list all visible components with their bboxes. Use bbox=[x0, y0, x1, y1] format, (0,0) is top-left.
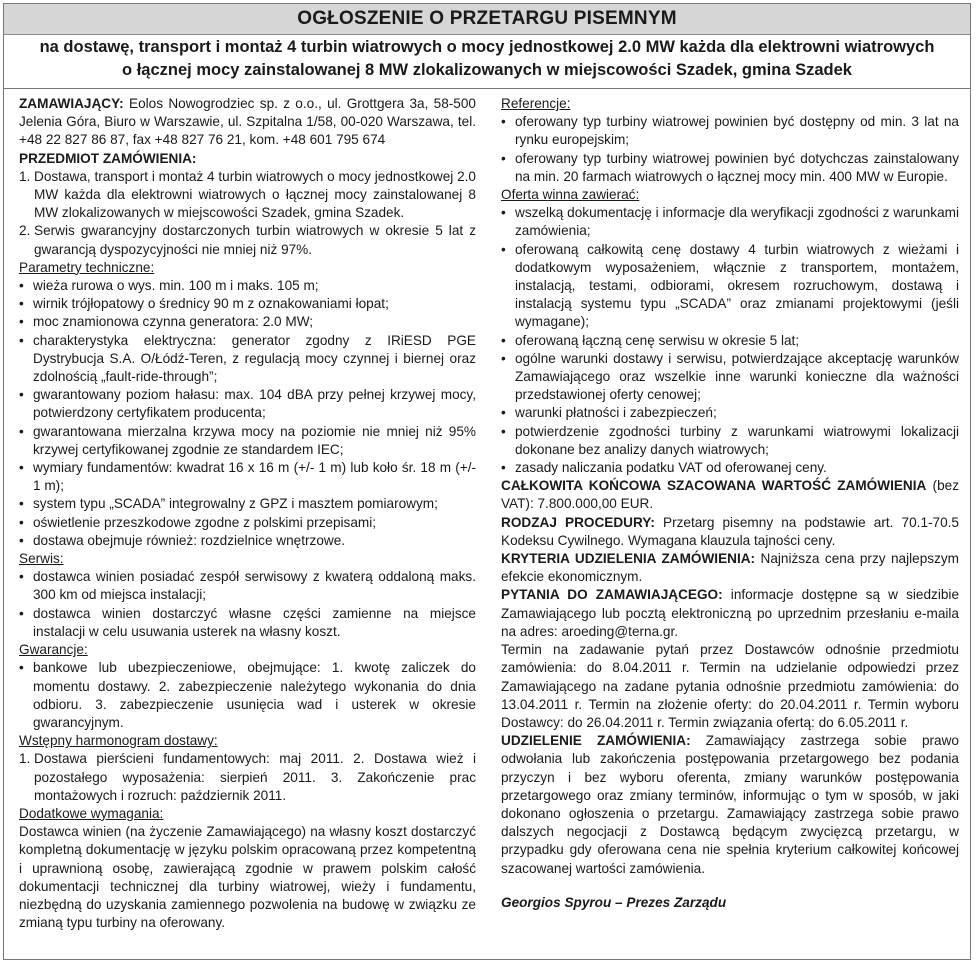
list-item: • bankowe lub ubezpieczeniowe, obejmujące: 1. kwotę zaliczek do momentu dostawy. 2. zabezpieczenie należytego wykonania do dnia odbioru. 3. zabezpieczenie usunięcia wad i usterek w okresie gwarancyjnym. bbox=[19, 659, 476, 732]
parametry-list bbox=[19, 277, 476, 550]
rodzaj-label: RODZAJ PROCEDURY: bbox=[501, 514, 655, 530]
list-item bbox=[19, 750, 476, 805]
list-item: • gwarantowany poziom hałasu: max. 104 dBA przy pełnej krzywej mocy, potwierdzony certyfikatem producenta; bbox=[19, 386, 476, 422]
list-item: • wirnik trójłopatowy o średnicy 90 m z oznakowaniami łopat; bbox=[19, 295, 476, 313]
wartosc-paragraph bbox=[501, 477, 959, 513]
list-item: • wieża rurowa o wys. min. 100 m i maks. 105 m; bbox=[19, 277, 476, 295]
list-item bbox=[19, 168, 476, 223]
list-item: • potwierdzenie zgodności turbiny z warunkami wiatrowymi lokalizacji dokonane bez analizy danych wiatrowych; bbox=[501, 423, 959, 459]
item-number: 2. bbox=[19, 223, 31, 239]
serwis-list bbox=[19, 568, 476, 641]
serwis-heading: Serwis: bbox=[19, 551, 64, 567]
list-item: • oferowaną łączną cenę serwisu w okresie 5 lat; bbox=[501, 332, 959, 350]
left-column bbox=[19, 95, 476, 932]
udzielenie-label: UDZIELENIE ZAMÓWIENIA: bbox=[501, 733, 691, 749]
harmonogram-heading: Wstępny harmonogram dostawy: bbox=[19, 733, 218, 749]
pytania-label: PYTANIA DO ZAMAWIAJĄCEGO: bbox=[501, 587, 723, 603]
list-item: • moc znamionowa czynna generatora: 2.0 MW; bbox=[19, 313, 476, 331]
zamawiajacy-text: Eolos Nowogrodziec sp. z o.o., ul. Grottgera 3a, 58-500 Jelenia Góra, Biuro w Warszawie, ul. Szpitalna 1/58, 00-020 Warszawa, tel. +48 22 827 86 87, fax +48 827 76 21, kom. +48 601 795 674 bbox=[19, 96, 476, 148]
header-divider bbox=[4, 88, 970, 89]
pytania-text: informacje dostępne są w siedzibie Zamawiającego lub pocztą elektroniczną po uprzednim przesłaniu e-maila na adres: aroeding@terna.gr. bbox=[501, 587, 960, 639]
list-item: • dostawca winien dostarczyć własne części zamienne na miejsce instalacji w celu usuwania usterek na własny koszt. bbox=[19, 605, 476, 641]
oferta-heading: Oferta winna zawierać: bbox=[501, 187, 640, 203]
title-bar bbox=[4, 4, 970, 35]
list-item: • zasady naliczania podatku VAT od oferowanej ceny. bbox=[501, 459, 959, 477]
signature: Georgios Spyrou – Prezes Zarządu bbox=[501, 894, 727, 910]
item-number: 1. bbox=[19, 168, 31, 184]
list-item bbox=[19, 222, 476, 258]
kryteria-text: Najniższa cena przy najlepszym efekcie ekonomicznym. bbox=[501, 551, 959, 585]
list-item: • dostawa obejmuje również: rozdzielnice wnętrzowe. bbox=[19, 532, 476, 550]
udzielenie-text: Zamawiający zastrzega sobie prawo odwołania lub zakończenia postępowania przetargowego bez podania przyczyn i bez wyboru oferenta, zmiany warunków postępowania przetargowego oraz zmiany terminów, informując o tym w sposób, w jaki dokonano ogłoszenia o przetargu. Zamawiający zastrzega sobie prawo dalszych negocjacji z Dostawcą będącym zwycięzcą przetargu, w przypadku gdy oferowana cena nie spełnia kryterium całkowitej końcowej szacowanej wartości zamówienia. bbox=[501, 733, 959, 876]
notice-title: OGŁOSZENIE O PRZETARGU PISEMNYM bbox=[297, 8, 677, 29]
pytania-paragraph bbox=[501, 586, 959, 641]
dodatkowe-text: Dostawca winien (na życzenie Zamawiającego) na własny koszt dostarczyć kompletną dokumentację w języku polskim opracowaną przez kompetentną i uprawnioną osobę, zawierającą zgodnie w prawem polskim całość dokumentacji technicznej dla turbiny wiatrowej, wieży i fundamentu, niezbędną do uzyskania zamiennego pozwolenia na budowę w związku ze zmianą typu turbiny na oferowany. bbox=[19, 824, 476, 931]
list-item: • ogólne warunki dostawy i serwisu, potwierdzające akceptację warunków Zamawiającego oraz wszelkie inne warunki konieczne dla ważności przedstawionej oferty cenowej; bbox=[501, 350, 959, 405]
referencje-heading: Referencje: bbox=[501, 96, 571, 111]
list-item: • oferowany typ turbiny wiatrowej powinien być dotychczas zainstalowany na min. 20 farmach wiatrowych o łącznej mocy min. 400 MW w Europie. bbox=[501, 150, 959, 186]
right-column bbox=[501, 95, 959, 912]
list-item: • system typu „SCADA” integrowalny z GPZ i masztem pomiarowym; bbox=[19, 495, 476, 513]
item-text: Dostawa pierścieni fundamentowych: maj 2011. 2. Dostawa wież i pozostałego wyposażenia: sierpień 2011. 3. Zakończenie prac montażowych i rozruch: październik 2011. bbox=[34, 751, 476, 803]
list-item: • warunki płatności i zabezpieczeń; bbox=[501, 404, 959, 422]
list-item: • gwarantowana mierzalna krzywa mocy na poziomie nie mniej niż 95% krzywej certyfikowanej zgodnie ze standardem IEC; bbox=[19, 423, 476, 459]
list-item: • oświetlenie przeszkodowe zgodne z polskimi przepisami; bbox=[19, 514, 476, 532]
list-item: • dostawca winien posiadać zespół serwisowy z kwaterą oddaloną maks. 300 km od miejsca instalacji; bbox=[19, 568, 476, 604]
item-text: Serwis gwarancyjny dostarczonych turbin wiatrowych w okresie 5 lat z gwarancją dyspozycyjności nie mniej niż 97%. bbox=[34, 223, 476, 257]
gwarancje-list bbox=[19, 659, 476, 732]
notice-subtitle bbox=[4, 36, 970, 82]
list-item: • wymiary fundamentów: kwadrat 16 x 16 m (+/- 1 m) lub koło śr. 18 m (+/- 1 m); bbox=[19, 459, 476, 495]
dodatkowe-heading: Dodatkowe wymagania: bbox=[19, 805, 164, 821]
rodzaj-text: Przetarg pisemny na podstawie art. 70.1-70.5 Kodeksu Cywilnego. Wymagana klauzula tajności ceny. bbox=[501, 514, 959, 548]
item-number: 1. bbox=[19, 751, 31, 767]
subtitle-line-2: o łącznej mocy zainstalowanej 8 MW zlokalizowanych w miejscowości Szadek, gmina Szadek bbox=[122, 61, 852, 79]
list-item: • wszelką dokumentację i informacje dla weryfikacji zgodności z warunkami zamówienia; bbox=[501, 204, 959, 240]
przedmiot-list bbox=[19, 168, 476, 259]
parametry-heading: Parametry techniczne: bbox=[19, 259, 155, 275]
kryteria-paragraph bbox=[501, 550, 959, 586]
udzielenie-paragraph bbox=[501, 732, 959, 878]
item-text: Dostawa, transport i montaż 4 turbin wiatrowych o mocy jednostkowej 2.0 MW każda dla elektrowni wiatrowych o łącznej mocy zainstalowanej 8 MW zlokalizowanych w miejscowości Szadek, gmina Szadek. bbox=[34, 168, 476, 221]
oferta-list bbox=[501, 204, 959, 477]
list-item: • oferowaną całkowitą cenę dostawy 4 turbin wiatrowych z wieżami i dodatkowym wyposażeniem, włącznie z transportem, montażem, instalacją, testami, odbiorami, okresem rozruchowym, dostawą i instalacją systemu typu „SCADA” oraz zmianami projektowymi (jeśli wymagane); bbox=[501, 241, 959, 332]
wartosc-label: CAŁKOWITA KOŃCOWA SZACOWANA WARTOŚĆ ZAMÓWIENIA bbox=[501, 478, 927, 494]
gwarancje-heading: Gwarancje: bbox=[19, 642, 88, 658]
harmonogram-list bbox=[19, 750, 476, 805]
list-item: • charakterystyka elektryczna: generator zgodny z IRiESD PGE Dystrybucja S.A. O/Łódź-Teren, z regulacją mocy czynnej i biernej oraz zdolnością „fault-ride-through”; bbox=[19, 332, 476, 387]
list-item: • oferowany typ turbiny wiatrowej powinien być dostępny od min. 3 lat na rynku europejskim; bbox=[501, 113, 959, 149]
terminy-paragraph: Termin na zadawanie pytań przez Dostawców odnośnie przedmiotu zamówienia: do 8.04.2011 r. Termin na udzielanie odpowiedzi przez Zamawiającego na zadane pytania odnośnie przedmiotu zamówienia: do 13.04.2011 r. Termin na złożenie oferty: do 20.04.2011 r. Termin wyboru Dostawcy: do 26.04.2011 r. Termin związania ofertą: do 6.05.2011 r. bbox=[501, 642, 959, 730]
wartosc-text: (bez VAT): 7.800.000,00 EUR. bbox=[501, 478, 959, 512]
zamawiajacy-label: ZAMAWIAJĄCY: bbox=[19, 96, 124, 111]
subtitle-line-1: na dostawę, transport i montaż 4 turbin wiatrowych o mocy jednostkowej 2.0 MW każda dla elektrowni wiatrowych bbox=[39, 38, 935, 56]
kryteria-label: KRYTERIA UDZIELENIA ZAMÓWIENIA: bbox=[501, 551, 756, 567]
zamawiajacy-paragraph bbox=[19, 95, 476, 150]
rodzaj-paragraph bbox=[501, 514, 959, 550]
referencje-list bbox=[501, 113, 959, 186]
przedmiot-heading: PRZEDMIOT ZAMÓWIENIA: bbox=[19, 150, 197, 166]
